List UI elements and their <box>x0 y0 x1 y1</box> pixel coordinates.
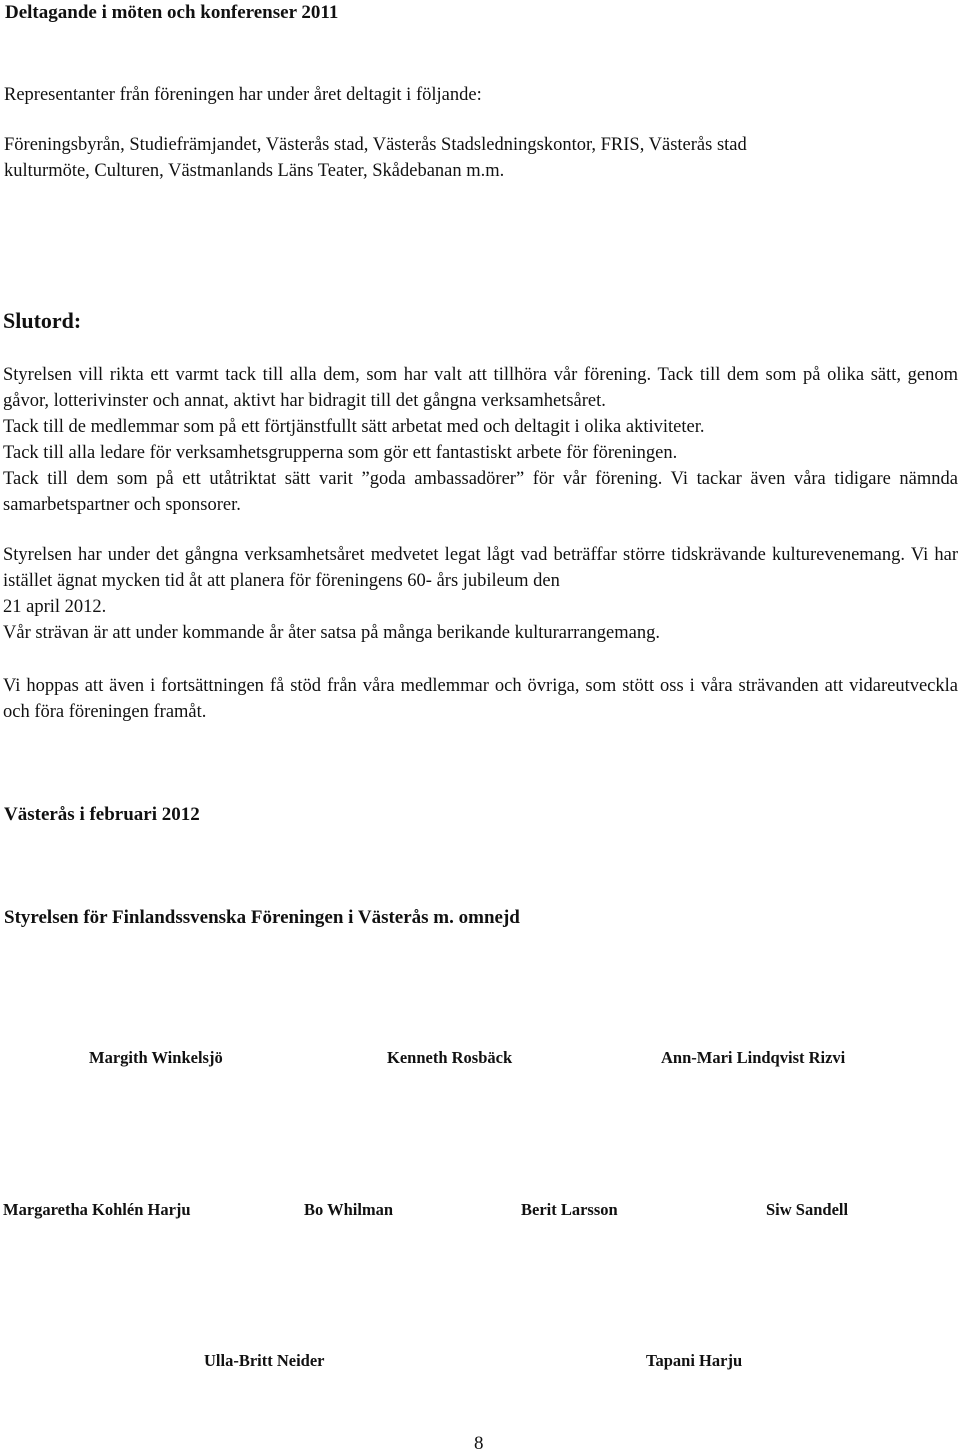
signature-name: Ann-Mari Lindqvist Rizvi <box>661 1048 846 1067</box>
signature-name: Bo Whilman <box>304 1200 394 1219</box>
signature-name: Siw Sandell <box>766 1200 849 1219</box>
section-heading-meetings: Deltagande i möten och konferenser 2011 <box>5 2 339 23</box>
board-signature-line: Styrelsen för Finlandssvenska Föreningen i Västerås m. omnejd <box>4 907 520 928</box>
thanks-lead: Styrelsen vill rikta ett varmt tack till alla dem, som har valt att tillhöra vår förening. <box>3 365 652 385</box>
signature-name: Kenneth Rosbäck <box>387 1048 513 1067</box>
signature-name: Margaretha Kohlén Harju <box>3 1200 191 1219</box>
slutord-paragraph-thanks <box>3 362 958 518</box>
thanks-leaders: Tack till alla ledare för verksamhetsgrupperna som gör ett fantastiskt arbete för föreningen. <box>3 443 678 463</box>
jubilee-text: Styrelsen har under det gångna verksamhetsåret medvetet legat lågt vad beträffar större tidskrävande kulturevenemang. Vi har istället ägnat mycken tid åt att planera för föreningens 60- års jubileum den <box>3 545 958 591</box>
signature-name: Berit Larsson <box>521 1200 618 1219</box>
slutord-paragraph-jubilee <box>3 542 958 646</box>
signature-name: Ulla-Britt Neider <box>204 1351 325 1370</box>
thanks-donors: Tack till dem som på olika sätt, genom gåvor, lotterivinster och annat, aktivt har bidragit till det gångna verksamhetsåret. <box>3 365 958 411</box>
slutord-heading: Slutord: <box>3 308 82 333</box>
meetings-list-line-2: kulturmöte, Culturen, Västmanlands Läns Teater, Skådebanan m.m. <box>4 161 505 181</box>
thanks-ambassadors: Tack till dem som på ett utåtriktat sätt varit ”goda ambassadörer” för vår förening. <box>3 469 663 489</box>
place-date: Västerås i februari 2012 <box>4 804 200 825</box>
slutord-paragraph-hope: Vi hoppas att även i fortsättningen få stöd från våra medlemmar och övriga, som stött oss i våra strävanden att vidareutveckla och föra föreningen framåt. <box>3 676 958 722</box>
jubilee-date: 21 april 2012. <box>3 597 107 617</box>
signature-name: Margith Winkelsjö <box>89 1048 223 1067</box>
page-number: 8 <box>474 1433 484 1454</box>
thanks-members: Tack till de medlemmar som på ett förtjänstfullt sätt arbetat med och deltagit i olika aktiviteter. <box>3 417 705 437</box>
meetings-list-line-1: Föreningsbyrån, Studiefrämjandet, Västerås stad, Västerås Stadsledningskontor, FRIS, Västerås stad <box>4 135 747 155</box>
ambition-text: Vår strävan är att under kommande år åter satsa på många berikande kulturarrangemang. <box>3 623 660 643</box>
signature-name: Tapani Harju <box>646 1351 743 1370</box>
meetings-intro: Representanter från föreningen har under året deltagit i följande: <box>4 85 482 105</box>
thanks-partners: Vi tackar även våra tidigare nämnda samarbetspartner och sponsorer. <box>3 469 958 515</box>
